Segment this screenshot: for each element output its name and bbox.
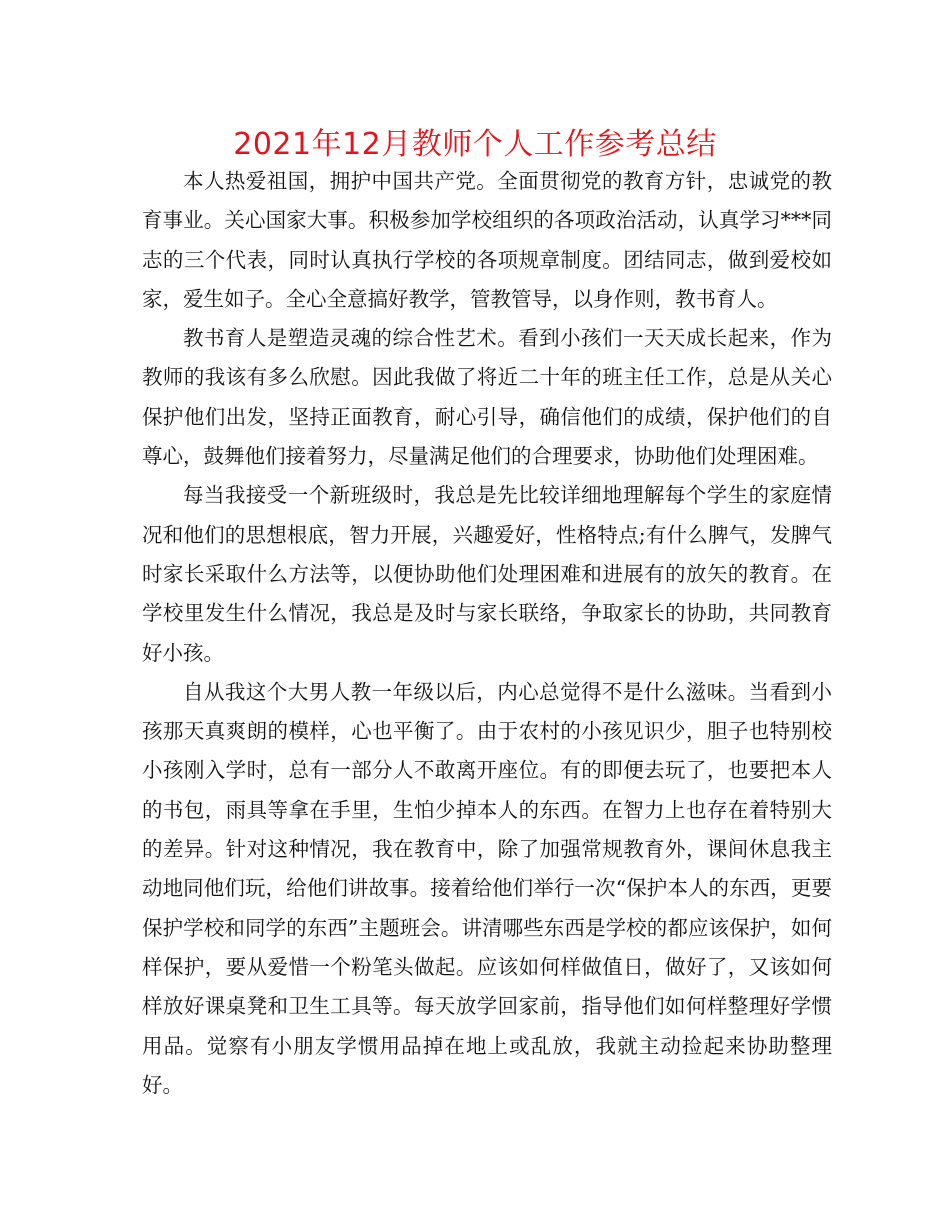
paragraph: 自从我这个大男人教一年级以后，内心总觉得不是什么滋味。当看到小孩那天真爽朗的模样，心也平衡了。由于农村的小孩见识少，胆子也特别校小孩刚入学时，总有一部分人不敢离开座位。有的即便去玩了，也要把本人的书包，雨具等拿在手里，生怕少掉本人的东西。在智力上也存在着特别大的差异。针对这种情况，我在教育中，除了加强常规教育外，课间休息我主动地同他们玩，给他们讲故事。接着给他们举行一次“保护本人的东西，更要保护学校和同学的东西”主题班会。讲清哪些东西是学校的都应该保护，如何样保护，要从爱惜一个粉笔头做起。应该如何样做值日，做好了，又该如何样放好课桌凳和卫生工具等。每天放学回家前，指导他们如何样整理好学惯用品。觉察有小朋友学惯用品掉在地上或乱放，我就主动捡起来协助整理好。: [142, 679, 832, 1097]
paragraph: 每当我接受一个新班级时，我总是先比较详细地理解每个学生的家庭情况和他们的思想根底，智力开展，兴趣爱好，性格特点;有什么脾气，发脾气时家长采取什么方法等，以便协助他们处理困难和进展有的放矢的教育。在学校里发生什么情况，我总是及时与家长联络，争取家长的协助，共同教育好小孩。: [142, 483, 832, 665]
document-title: 2021年12月教师个人工作参考总结: [233, 127, 717, 162]
paragraph: 本人热爱祖国，拥护中国共产党。全面贯彻党的教育方针，忠诚党的教育事业。关心国家大事。积极参加学校组织的各项政治活动，认真学习***同志的三个代表，同时认真执行学校的各项规章制度。团结同志，做到爱校如家，爱生如子。全心全意搞好教学，管教管导，以身作则，教书育人。: [142, 169, 832, 311]
paragraph: 教书育人是塑造灵魂的综合性艺术。看到小孩们一天天成长起来，作为教师的我该有多么欣慰。因此我做了将近二十年的班主任工作，总是从关心保护他们出发，坚持正面教育，耐心引导，确信他们的成绩，保护他们的自尊心，鼓舞他们接着努力，尽量满足他们的合理要求，协助他们处理困难。: [142, 326, 832, 469]
document-body: [142, 162, 832, 1105]
